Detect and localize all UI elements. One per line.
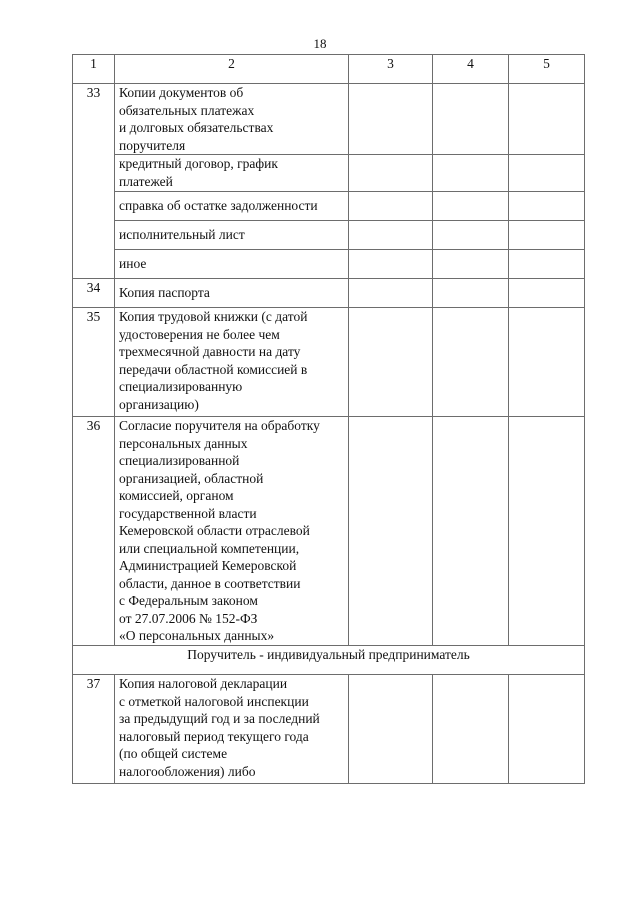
table-row (73, 279, 585, 308)
text-line: обязательных платежах (119, 102, 255, 118)
text-line: поручителя (119, 137, 186, 153)
empty-cell (433, 279, 509, 308)
table-row (73, 308, 585, 417)
table-row (73, 417, 585, 646)
empty-cell (433, 308, 509, 417)
text-line: специализированной (119, 453, 240, 468)
row-text: исполнительный лист (115, 221, 349, 250)
column-header-1: 1 (73, 55, 115, 84)
text-line: организацией, областной (119, 470, 264, 486)
empty-cell (433, 675, 509, 784)
row-text (115, 417, 349, 646)
empty-cell (349, 84, 433, 155)
empty-cell (433, 192, 509, 221)
column-header-2: 2 (115, 55, 349, 84)
text-line: (по общей системе (119, 746, 228, 761)
empty-cell (433, 250, 509, 279)
column-header-3: 3 (349, 55, 433, 84)
section-row (73, 646, 585, 675)
table-row (73, 192, 585, 221)
text-line: Копия налоговой декларации (119, 676, 288, 691)
empty-cell (349, 675, 433, 784)
empty-cell (509, 155, 585, 192)
text-line: за предыдущий год и за последний (119, 711, 320, 726)
text-line: Администрацией Кемеровской (119, 558, 297, 573)
text-line: удостоверения не более чем (119, 326, 280, 342)
text-line: персональных данных (119, 435, 248, 451)
table-row (73, 221, 585, 250)
text-line: передачи областной комиссией в (119, 361, 308, 377)
row-text (115, 675, 349, 784)
text-line: платежей (119, 173, 173, 189)
empty-cell (509, 250, 585, 279)
empty-cell (349, 417, 433, 646)
empty-cell (349, 192, 433, 221)
row-number: 37 (73, 675, 115, 784)
row-number: 34 (73, 279, 115, 308)
text-line: налогообложения) либо (119, 763, 256, 779)
documents-table (72, 54, 585, 784)
text-line: Копия трудовой книжки (с датой (119, 309, 308, 324)
empty-cell (509, 84, 585, 155)
section-heading: Поручитель - индивидуальный предприниматель (73, 646, 585, 675)
empty-cell (509, 192, 585, 221)
text-line: с отметкой налоговой инспекции (119, 693, 309, 709)
text-line: Кемеровской области отраслевой (119, 523, 310, 538)
text-line: от 27.07.2006 № 152-ФЗ (119, 610, 258, 626)
row-text: справка об остатке задолженности (115, 192, 349, 221)
text-line: налоговый период текущего года (119, 728, 309, 744)
empty-cell (509, 417, 585, 646)
row-text: иное (115, 250, 349, 279)
text-line: и долговых обязательствах (119, 120, 274, 135)
row-text (115, 155, 349, 192)
text-line: области, данное в соответствии (119, 575, 301, 591)
text-line: Копии документов об (119, 85, 244, 100)
row-text: Копия паспорта (115, 279, 349, 308)
page-number: 18 (313, 36, 327, 51)
row-number: 33 (73, 84, 115, 279)
empty-cell (349, 250, 433, 279)
text-line: Согласие поручителя на обработку (119, 418, 320, 433)
text-line: комиссией, органом (119, 488, 234, 503)
empty-cell (349, 308, 433, 417)
row-text (115, 84, 349, 155)
row-text (115, 308, 349, 417)
table-header-row (73, 55, 585, 84)
text-line: «О персональных данных» (119, 628, 275, 643)
empty-cell (433, 417, 509, 646)
empty-cell (349, 279, 433, 308)
table-row (73, 155, 585, 192)
table-row (73, 250, 585, 279)
empty-cell (349, 221, 433, 250)
table-row (73, 84, 585, 155)
text-line: с Федеральным законом (119, 593, 258, 608)
text-line: трехмесячной давности на дату (119, 344, 301, 359)
text-line: или специальной компетенции, (119, 540, 300, 556)
text-line: кредитный договор, график (119, 156, 278, 171)
column-header-5: 5 (509, 55, 585, 84)
empty-cell (433, 84, 509, 155)
empty-cell (433, 155, 509, 192)
table-row (73, 675, 585, 784)
empty-cell (509, 279, 585, 308)
text-line: государственной власти (119, 505, 257, 521)
row-number: 35 (73, 308, 115, 417)
empty-cell (509, 221, 585, 250)
empty-cell (349, 155, 433, 192)
row-number: 36 (73, 417, 115, 646)
empty-cell (509, 308, 585, 417)
text-line: организацию) (119, 396, 199, 412)
empty-cell (433, 221, 509, 250)
text-line: специализированную (119, 379, 243, 394)
column-header-4: 4 (433, 55, 509, 84)
empty-cell (509, 675, 585, 784)
